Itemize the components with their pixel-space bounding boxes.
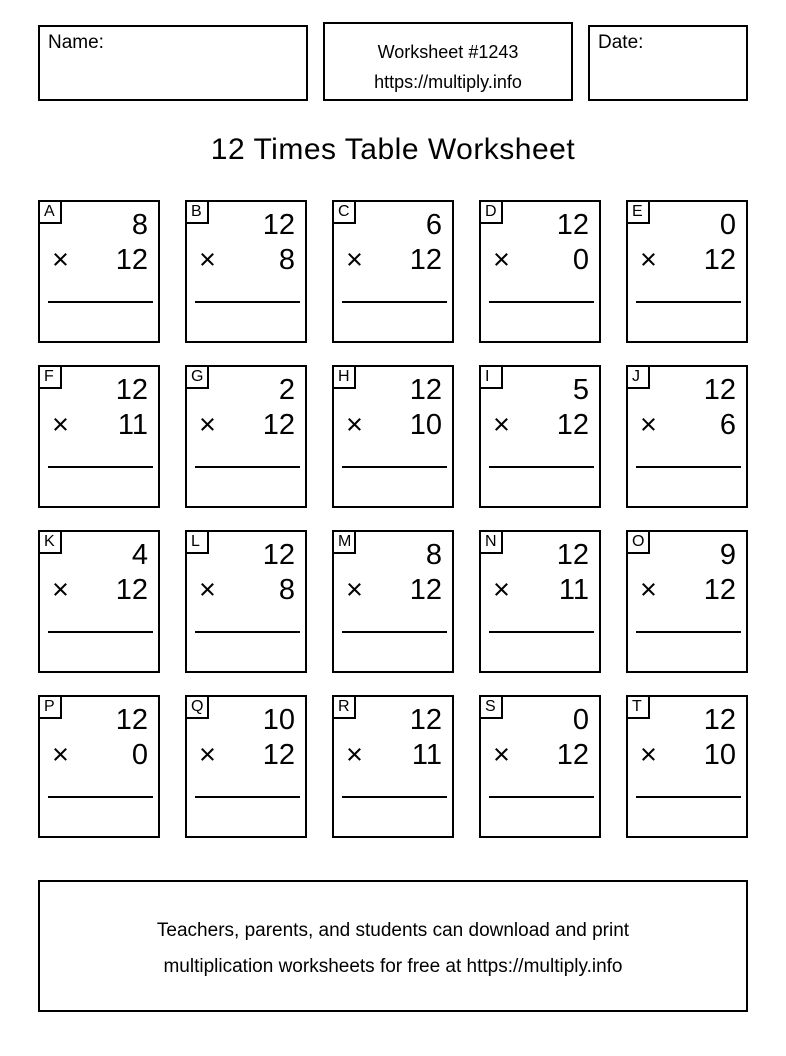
- problem-letter: H: [332, 365, 356, 389]
- multiplier-row: [640, 576, 736, 605]
- page-title: 12 Times Table Worksheet: [210, 133, 576, 166]
- multiplier: 12: [262, 739, 295, 771]
- multiplier: 0: [131, 739, 148, 771]
- multiplier-row: [493, 411, 589, 440]
- multiplier-row: [52, 411, 148, 440]
- problem-letter: M: [332, 530, 356, 554]
- multiplier-row: [52, 741, 148, 770]
- problem-letter: K: [38, 530, 62, 554]
- multiplier-row: [346, 741, 442, 770]
- answer-space: [187, 633, 305, 671]
- multiplier: 12: [556, 739, 589, 771]
- multiplier-row: [199, 246, 295, 275]
- problem-letter: R: [332, 695, 356, 719]
- problem-letter: G: [185, 365, 209, 389]
- date-field-box: [588, 25, 748, 101]
- answer-space: [628, 303, 746, 341]
- multiplicand: 12: [409, 374, 442, 406]
- problem-cell: [185, 365, 307, 508]
- multiplier: 12: [115, 574, 148, 606]
- multiplier: 0: [572, 244, 589, 276]
- multiplier: 11: [117, 409, 148, 441]
- multiplicand: 0: [719, 209, 736, 241]
- problem-cell: [626, 200, 748, 343]
- multiplicand: 12: [703, 704, 736, 736]
- problems-grid: [38, 200, 748, 838]
- times-symbol: ×: [52, 739, 69, 771]
- multiplier-row: [493, 246, 589, 275]
- multiplier: 12: [115, 244, 148, 276]
- name-label: Name:: [48, 32, 104, 53]
- answer-space: [628, 468, 746, 506]
- problem-letter: B: [185, 200, 209, 224]
- problem-cell: [332, 365, 454, 508]
- answer-space: [40, 468, 158, 506]
- multiplier: 6: [719, 409, 736, 441]
- problem-letter: J: [626, 365, 650, 389]
- problem-cell: [626, 695, 748, 838]
- multiplier: 12: [556, 409, 589, 441]
- problem-cell: [38, 530, 160, 673]
- problem-letter: A: [38, 200, 62, 224]
- answer-space: [40, 633, 158, 671]
- multiplicand: 8: [425, 539, 442, 571]
- name-field-box: [38, 25, 308, 101]
- problem-letter: P: [38, 695, 62, 719]
- multiplicand: 5: [572, 374, 589, 406]
- answer-space: [334, 798, 452, 836]
- times-symbol: ×: [493, 244, 510, 276]
- times-symbol: ×: [493, 409, 510, 441]
- times-symbol: ×: [52, 409, 69, 441]
- problem-cell: [479, 530, 601, 673]
- answer-space: [481, 633, 599, 671]
- times-symbol: ×: [346, 409, 363, 441]
- multiplicand: 10: [262, 704, 295, 736]
- problem-cell: [479, 365, 601, 508]
- problem-cell: [38, 200, 160, 343]
- footer-note-box: [38, 880, 748, 1012]
- multiplicand: 12: [556, 209, 589, 241]
- times-symbol: ×: [199, 409, 216, 441]
- multiplier: 8: [278, 574, 295, 606]
- multiplier-row: [640, 411, 736, 440]
- multiplier: 11: [558, 574, 589, 606]
- problem-letter: S: [479, 695, 503, 719]
- multiplier: 8: [278, 244, 295, 276]
- problem-cell: [332, 200, 454, 343]
- multiplier: 12: [409, 574, 442, 606]
- problem-letter: T: [626, 695, 650, 719]
- multiplicand: 2: [278, 374, 295, 406]
- date-label: Date:: [598, 32, 644, 53]
- worksheet-url: https://multiply.info: [374, 72, 522, 92]
- answer-space: [628, 633, 746, 671]
- problem-cell: [185, 200, 307, 343]
- answer-space: [187, 468, 305, 506]
- multiplicand: 9: [719, 539, 736, 571]
- multiplicand: 12: [556, 539, 589, 571]
- multiplier-row: [52, 246, 148, 275]
- problem-cell: [185, 530, 307, 673]
- times-symbol: ×: [640, 409, 657, 441]
- multiplier-row: [346, 576, 442, 605]
- problem-letter: N: [479, 530, 503, 554]
- times-symbol: ×: [199, 739, 216, 771]
- times-symbol: ×: [493, 574, 510, 606]
- footer-line-2: multiplication worksheets for free at https://multiply.info: [163, 956, 623, 977]
- times-symbol: ×: [199, 244, 216, 276]
- answer-space: [481, 798, 599, 836]
- times-symbol: ×: [640, 574, 657, 606]
- problem-letter: D: [479, 200, 503, 224]
- answer-space: [481, 468, 599, 506]
- worksheet-info-box: [323, 22, 573, 101]
- problem-cell: [626, 365, 748, 508]
- answer-space: [187, 798, 305, 836]
- multiplier: 10: [409, 409, 442, 441]
- answer-space: [334, 633, 452, 671]
- problem-cell: [626, 530, 748, 673]
- answer-space: [628, 798, 746, 836]
- multiplicand: 8: [131, 209, 148, 241]
- problem-letter: F: [38, 365, 62, 389]
- multiplier-row: [640, 246, 736, 275]
- times-symbol: ×: [346, 244, 363, 276]
- multiplier-row: [199, 411, 295, 440]
- times-symbol: ×: [346, 574, 363, 606]
- problem-cell: [332, 530, 454, 673]
- multiplier-row: [346, 246, 442, 275]
- multiplier-row: [199, 741, 295, 770]
- problem-cell: [38, 695, 160, 838]
- multiplier: 12: [262, 409, 295, 441]
- answer-space: [334, 303, 452, 341]
- multiplier: 11: [411, 739, 442, 771]
- problem-cell: [185, 695, 307, 838]
- problem-letter: O: [626, 530, 650, 554]
- problem-letter: C: [332, 200, 356, 224]
- problem-cell: [479, 695, 601, 838]
- answer-space: [334, 468, 452, 506]
- multiplier-row: [199, 576, 295, 605]
- multiplicand: 12: [409, 704, 442, 736]
- problem-letter: L: [185, 530, 209, 554]
- multiplier-row: [52, 576, 148, 605]
- multiplicand: 12: [115, 374, 148, 406]
- answer-space: [40, 303, 158, 341]
- problem-cell: [332, 695, 454, 838]
- multiplicand: 12: [262, 209, 295, 241]
- times-symbol: ×: [52, 574, 69, 606]
- answer-space: [40, 798, 158, 836]
- multiplier: 12: [703, 244, 736, 276]
- times-symbol: ×: [640, 244, 657, 276]
- multiplicand: 12: [703, 374, 736, 406]
- problem-cell: [38, 365, 160, 508]
- times-symbol: ×: [199, 574, 216, 606]
- problem-letter: E: [626, 200, 650, 224]
- multiplier-row: [346, 411, 442, 440]
- times-symbol: ×: [52, 244, 69, 276]
- multiplicand: 4: [131, 539, 148, 571]
- multiplicand: 0: [572, 704, 589, 736]
- multiplier: 10: [703, 739, 736, 771]
- multiplicand: 12: [115, 704, 148, 736]
- footer-line-1: Teachers, parents, and students can download and print: [156, 920, 630, 941]
- problem-letter: Q: [185, 695, 209, 719]
- times-symbol: ×: [346, 739, 363, 771]
- multiplicand: 6: [425, 209, 442, 241]
- answer-space: [187, 303, 305, 341]
- multiplier-row: [493, 576, 589, 605]
- multiplier-row: [493, 741, 589, 770]
- times-symbol: ×: [493, 739, 510, 771]
- header: [38, 22, 748, 101]
- times-symbol: ×: [640, 739, 657, 771]
- multiplier: 12: [703, 574, 736, 606]
- answer-space: [481, 303, 599, 341]
- problem-cell: [479, 200, 601, 343]
- multiplier: 12: [409, 244, 442, 276]
- multiplicand: 12: [262, 539, 295, 571]
- worksheet-number: Worksheet #1243: [377, 42, 519, 62]
- problem-letter: I: [479, 365, 503, 389]
- multiplier-row: [640, 741, 736, 770]
